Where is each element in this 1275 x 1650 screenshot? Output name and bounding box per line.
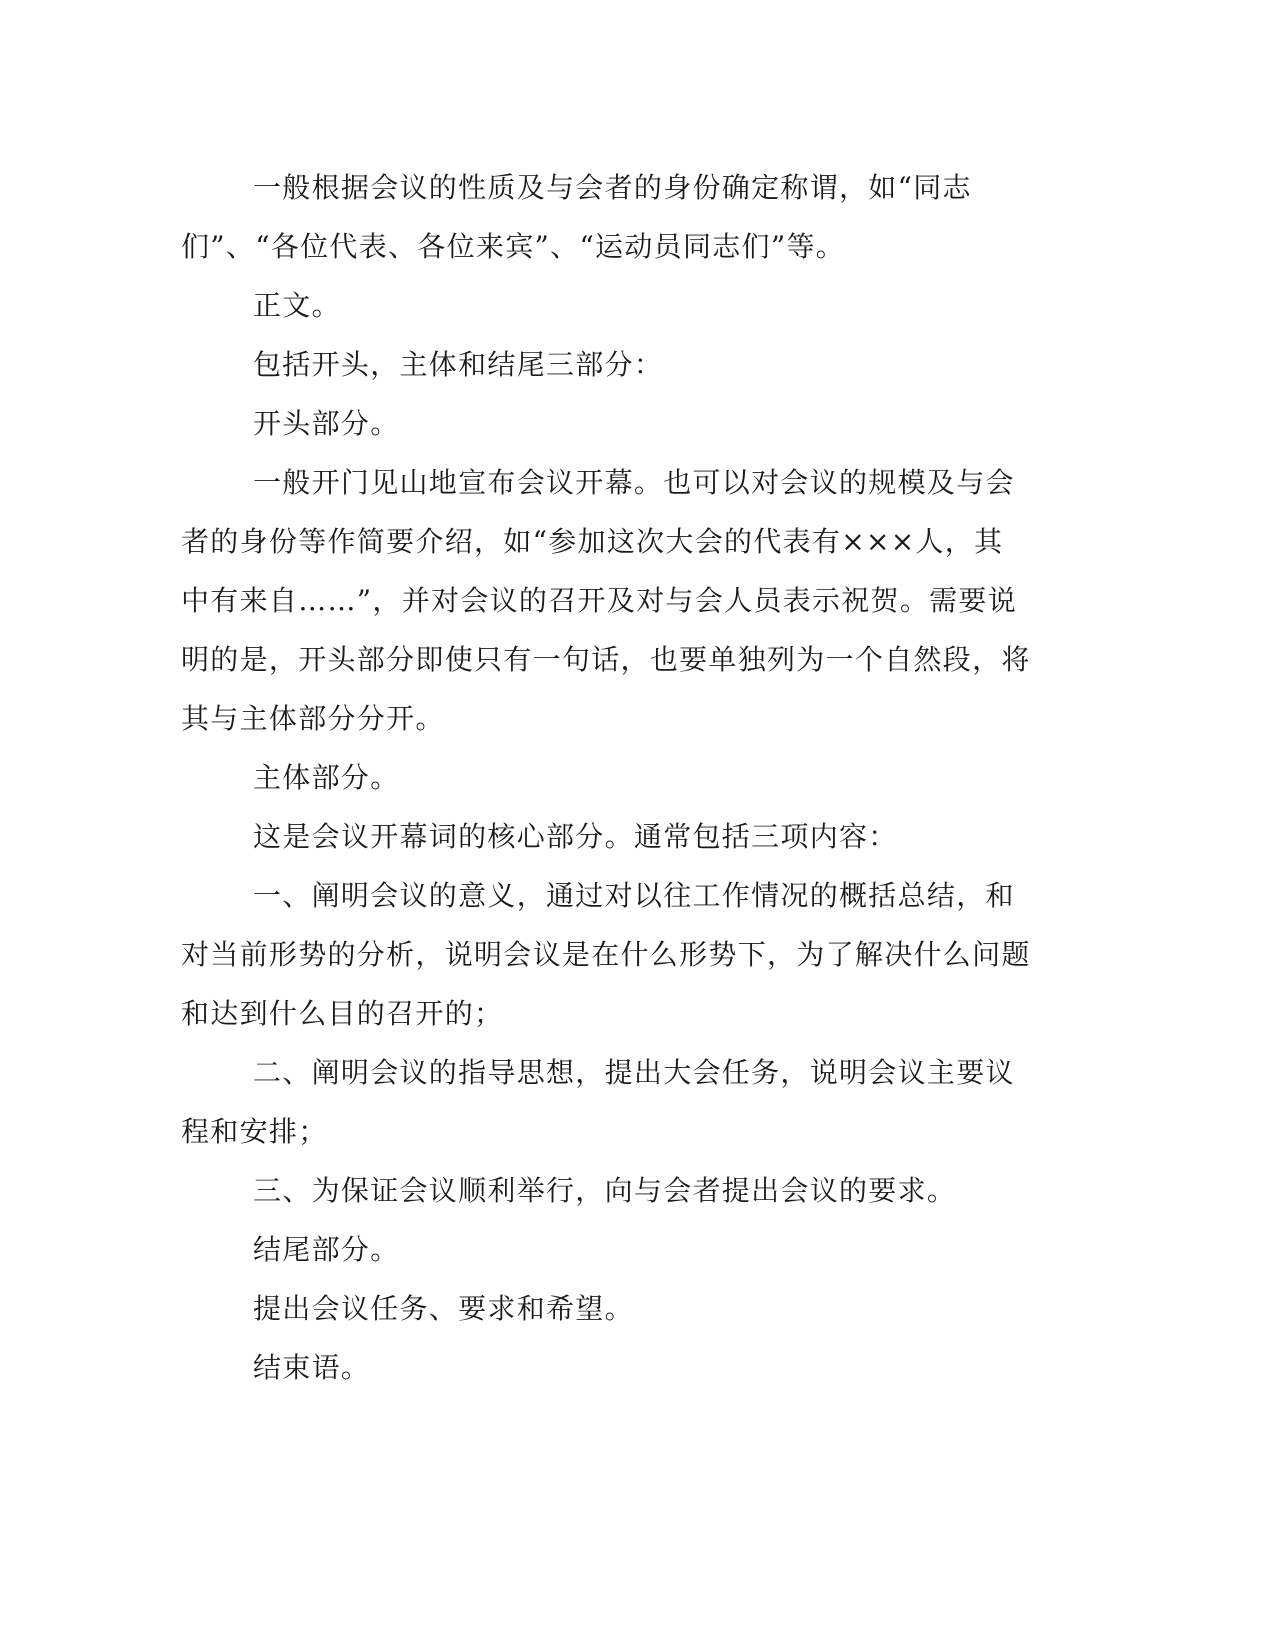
paragraph-heading-ending: 结尾部分。 [253,1233,400,1266]
paragraph-ending-content: 提出会议任务、要求和希望。 [253,1292,634,1325]
paragraph-main-item-1: 一、阐明会议的意义，通过对以往工作情况的概括总结，和对当前形势的分析，说明会议是在什么形势下，为了解决什么问题和达到什么目的召开的； [181,879,1031,1030]
document-body [181,158,1031,1397]
paragraph-main-item-2: 二、阐明会议的指导思想，提出大会任务，说明会议主要议程和安排； [181,1056,1015,1148]
paragraph-heading-opening: 开头部分。 [253,407,400,440]
paragraph-opening-content: 一般开门见山地宣布会议开幕。也可以对会议的规模及与会者的身份等作简要介绍，如“参加这次大会的代表有×××人，其中有来自……”，并对会议的召开及对与会人员表示祝贺。需要说明的是，开头部分即使只有一句话，也要单独列为一个自然段，将其与主体部分分开。 [181,466,1031,735]
paragraph-heading-main: 主体部分。 [253,761,400,794]
paragraph-main-intro: 这是会议开幕词的核心部分。通常包括三项内容： [253,820,898,853]
paragraph-heading-closing: 结束语。 [253,1351,371,1384]
paragraph-heading-body: 正文。 [253,289,341,322]
paragraph-salutation-guidance: 一般根据会议的性质及与会者的身份确定称谓，如“同志们”、“各位代表、各位来宾”、“运动员同志们”等。 [181,171,972,263]
paragraph-body-structure: 包括开头，主体和结尾三部分： [253,348,664,381]
paragraph-main-item-3: 三、为保证会议顺利举行，向与会者提出会议的要求。 [253,1174,957,1207]
